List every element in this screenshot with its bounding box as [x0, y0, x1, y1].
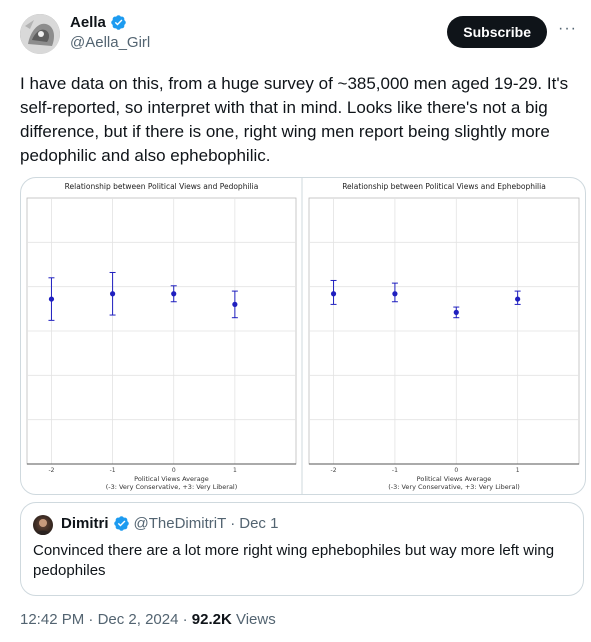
more-options-icon[interactable]: ···: [558, 20, 577, 37]
x-axis-sublabel: (-3: Very Conservative, +3: Very Liberal): [105, 483, 238, 491]
tweet-meta: [20, 611, 276, 628]
x-tick-label: 0: [171, 467, 176, 474]
tweet-date[interactable]: Dec 2, 2024: [97, 611, 179, 628]
x-axis-sublabel: (-3: Very Conservative, +3: Very Liberal): [388, 483, 520, 491]
subscribe-button[interactable]: Subscribe: [447, 16, 547, 48]
tweet-header: [20, 14, 581, 64]
verified-badge-icon: [110, 14, 127, 31]
x-tick-label: -1: [391, 467, 398, 474]
author-name-row: [70, 14, 127, 31]
author-display-name[interactable]: Aella: [70, 14, 106, 31]
data-point: [454, 310, 459, 315]
quote-separator: ·: [230, 515, 236, 532]
quote-author-avatar[interactable]: [33, 515, 53, 535]
meta-separator: ·: [84, 611, 98, 628]
x-tick-label: -1: [109, 467, 116, 474]
data-point: [110, 291, 115, 296]
tweet-time[interactable]: 12:42 PM: [20, 611, 85, 628]
charts-image: [21, 178, 585, 494]
quote-display-name[interactable]: Dimitri: [61, 515, 109, 532]
x-tick-label: 0: [454, 467, 459, 474]
data-point: [232, 302, 237, 307]
author-avatar[interactable]: [20, 14, 60, 54]
quoted-tweet[interactable]: [20, 502, 584, 596]
x-axis-label: Political Views Average: [134, 475, 209, 483]
quote-header: [61, 515, 278, 532]
verified-badge-icon: [113, 515, 130, 532]
x-tick-label: -2: [330, 467, 337, 474]
data-point: [171, 291, 176, 296]
x-tick-label: -2: [48, 467, 55, 474]
views-label: Views: [231, 611, 276, 628]
x-axis-label: Political Views Average: [416, 475, 492, 483]
data-point: [331, 291, 336, 296]
data-point: [515, 296, 520, 301]
quote-date[interactable]: Dec 1: [239, 515, 279, 532]
tweet-text: I have data on this, from a huge survey of ~385,000 men aged 19-29. It's self-reported, so interpret with that in mind. Looks like there's not a big difference, but if there is one, right wing men report being slightly more pedophilic and also ephebophilic.: [20, 74, 569, 165]
quote-text: Convinced there are a lot more right wing ephebophiles but way more left wing pedophiles: [33, 542, 555, 579]
chart-title: Relationship between Political Views and Ephebophilia: [342, 182, 546, 191]
data-point: [49, 296, 54, 301]
author-handle[interactable]: @Aella_Girl: [70, 34, 151, 51]
tweet-media[interactable]: [20, 177, 586, 495]
quote-handle[interactable]: @TheDimitriT: [133, 515, 227, 532]
meta-separator: ·: [178, 611, 192, 628]
chart-title: Relationship between Political Views and Pedophilia: [64, 182, 259, 191]
views-count: 92.2K: [191, 611, 232, 628]
x-tick-label: 1: [515, 467, 520, 474]
data-point: [392, 291, 397, 296]
x-tick-label: 1: [232, 467, 237, 474]
